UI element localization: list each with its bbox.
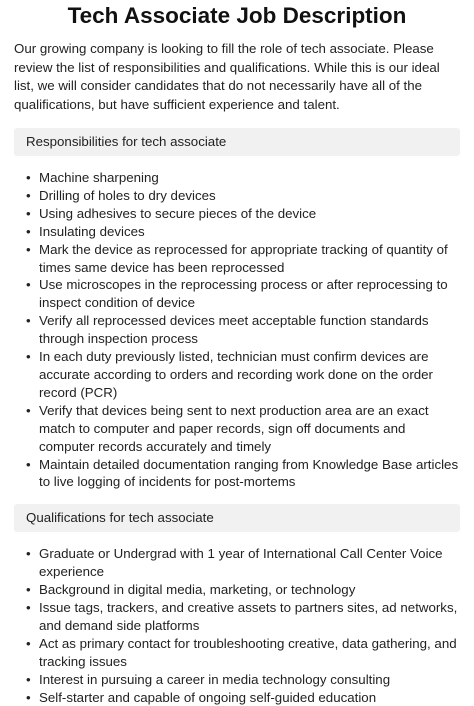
responsibilities-heading: Responsibilities for tech associate: [14, 128, 460, 156]
list-item: [14, 187, 460, 205]
bullet-icon: •: [26, 689, 31, 705]
list-item-text: Act as primary contact for troubleshooting creative, data gathering, and tracking issues: [39, 635, 457, 669]
list-item: [14, 402, 460, 456]
bullet-icon: •: [26, 582, 31, 598]
responsibilities-list: [14, 169, 460, 491]
list-item-text: Using adhesives to secure pieces of the device: [39, 205, 317, 221]
list-item-text: In each duty previously listed, technician must confirm devices are accurate according to orders and recording work done on the order record (PCR): [39, 349, 433, 400]
bullet-icon: •: [26, 170, 31, 185]
list-item: [14, 223, 460, 241]
bullet-icon: •: [26, 635, 31, 651]
list-item: [14, 689, 460, 706]
list-item: [14, 599, 460, 635]
bullet-icon: •: [26, 600, 31, 616]
list-item-text: Interest in pursuing a career in media technology consulting: [39, 671, 391, 687]
bullet-icon: •: [26, 187, 31, 203]
list-item: [14, 169, 460, 187]
bullet-icon: •: [26, 241, 31, 257]
bullet-icon: •: [26, 205, 31, 221]
list-item-text: Issue tags, trackers, and creative assets to partners sites, ad networks, and demand side platforms: [39, 600, 458, 633]
list-item-text: Machine sharpening: [39, 170, 159, 185]
list-item: [14, 456, 460, 492]
intro-paragraph: Our growing company is looking to fill the role of tech associate. Please review the list of responsibilities and qualifications. While this is our ideal list, we will consider candidates that do not necessarily have all of the qualifications, but have sufficient experience and talent.: [14, 41, 440, 112]
list-item-text: Verify all reprocessed devices meet acceptable function standards through inspection process: [39, 313, 429, 347]
bullet-icon: •: [26, 456, 31, 472]
list-item: [14, 581, 460, 599]
bullet-icon: •: [26, 546, 31, 562]
bullet-icon: •: [26, 402, 31, 418]
list-item-text: Background in digital media, marketing, or technology: [39, 582, 356, 598]
list-item-text: Insulating devices: [39, 223, 145, 239]
list-item-text: Self-starter and capable of ongoing self-guided education: [39, 689, 377, 705]
list-item: [14, 312, 460, 348]
bullet-icon: •: [26, 349, 31, 365]
bullet-icon: •: [26, 223, 31, 239]
list-item-text: Use microscopes in the reprocessing process or after reprocessing to inspect condition of device: [39, 277, 448, 311]
list-item-text: Mark the device as reprocessed for appropriate tracking of quantity of times same device has been reprocessed: [39, 241, 448, 275]
page-title: Tech Associate Job Description: [67, 3, 407, 28]
list-item: [14, 348, 460, 402]
bullet-icon: •: [26, 313, 31, 329]
qualifications-heading: Qualifications for tech associate: [14, 504, 460, 532]
list-item-text: Verify that devices being sent to next production area are an exact match to computer and paper records, sign off documents and computer records accurately and timely: [39, 402, 429, 454]
list-item: [14, 241, 460, 277]
list-item: [14, 635, 460, 671]
list-item: [14, 205, 460, 223]
qualifications-list: [14, 545, 460, 706]
list-item-text: Drilling of holes to dry devices: [39, 187, 216, 203]
list-item-text: Graduate or Undergrad with 1 year of International Call Center Voice experience: [39, 546, 443, 580]
bullet-icon: •: [26, 277, 31, 293]
list-item: [14, 276, 460, 312]
list-item: [14, 671, 460, 689]
list-item: [14, 545, 460, 581]
bullet-icon: •: [26, 671, 31, 687]
list-item-text: Maintain detailed documentation ranging from Knowledge Base articles to live logging of incidents for post-mortems: [39, 456, 459, 490]
